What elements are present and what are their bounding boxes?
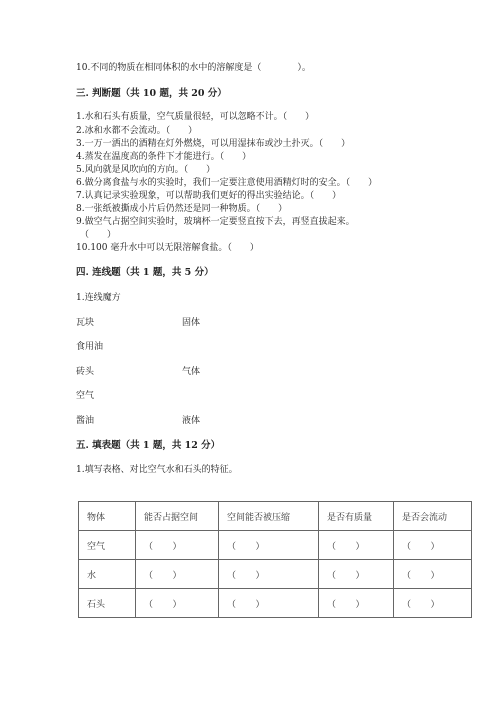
row-label: 石头 bbox=[79, 589, 136, 618]
table-row bbox=[79, 589, 472, 618]
judge-item-1: 1.水和石头有质量，空气质量很轻，可以忽略不计。（ ） bbox=[76, 112, 315, 122]
judge-item-9: 9.做空气占据空间实验时，玻璃杯一定要竖直按下去，再竖直拔起来。 bbox=[76, 217, 355, 227]
section-3-title: 三. 判断题（共 10 题，共 20 分） bbox=[76, 88, 227, 99]
header-cell: 是否有质量 bbox=[319, 502, 394, 531]
match-left-4: 空气 bbox=[76, 391, 95, 401]
answer-cell[interactable]: （ ） bbox=[319, 589, 394, 618]
judge-item-8: 8.一张纸被撕成小片后仍然还是同一种物质。（ ） bbox=[76, 204, 288, 214]
answer-cell[interactable]: （ ） bbox=[394, 589, 472, 618]
answer-cell[interactable]: （ ） bbox=[394, 531, 472, 560]
judge-item-6: 6.做分离食盐与水的实验时，我们一定要注意使用酒精灯时的安全。（ ） bbox=[76, 178, 378, 188]
table-header-row bbox=[79, 502, 472, 531]
table-row bbox=[79, 531, 472, 560]
match-left-1: 瓦块 bbox=[76, 318, 95, 328]
answer-cell[interactable]: （ ） bbox=[394, 560, 472, 589]
answer-cell[interactable]: （ ） bbox=[136, 531, 219, 560]
table-question: 1.填写表格、对比空气水和石头的特征。 bbox=[76, 465, 238, 475]
judge-item-3: 3.一万一洒出的酒精在灯外燃烧，可以用湿抹布或沙土扑灭。（ ） bbox=[76, 139, 351, 149]
row-label: 水 bbox=[79, 560, 136, 589]
header-cell: 空间能否被压缩 bbox=[219, 502, 319, 531]
judge-item-5: 5.风向就是风吹向的方向。（ ） bbox=[76, 165, 216, 175]
answer-cell[interactable]: （ ） bbox=[136, 560, 219, 589]
row-label: 空气 bbox=[79, 531, 136, 560]
header-cell: 物体 bbox=[79, 502, 136, 531]
match-right-2: 气体 bbox=[182, 367, 201, 377]
judge-item-2: 2.冰和水都不会流动。（ ） bbox=[76, 126, 198, 136]
answer-cell[interactable]: （ ） bbox=[219, 589, 319, 618]
match-right-1: 固体 bbox=[182, 318, 201, 328]
answer-cell[interactable]: （ ） bbox=[136, 589, 219, 618]
match-right-3: 液体 bbox=[182, 416, 201, 426]
header-cell: 能否占据空间 bbox=[136, 502, 219, 531]
question-10-previous: 10.不同的物质在相同体积的水中的溶解度是（ ）。 bbox=[76, 63, 311, 73]
judge-item-4: 4.蒸发在温度高的条件下才能进行。（ ） bbox=[76, 152, 252, 162]
answer-cell[interactable]: （ ） bbox=[319, 531, 394, 560]
match-left-2: 食用油 bbox=[76, 342, 104, 352]
matching-question: 1.连线魔方 bbox=[76, 293, 121, 303]
section-4-title: 四. 连线题（共 1 题，共 5 分） bbox=[76, 267, 214, 278]
judge-item-9-answer: （ ） bbox=[80, 230, 117, 240]
header-cell: 是否会流动 bbox=[394, 502, 472, 531]
comparison-table bbox=[78, 501, 472, 618]
answer-cell[interactable]: （ ） bbox=[219, 531, 319, 560]
answer-cell[interactable]: （ ） bbox=[219, 560, 319, 589]
match-left-3: 砖头 bbox=[76, 367, 95, 377]
match-left-5: 酱油 bbox=[76, 416, 95, 426]
judge-item-10: 10.100 毫升水中可以无限溶解食盐。（ ） bbox=[76, 243, 259, 253]
table-row bbox=[79, 560, 472, 589]
section-5-title: 五. 填表题（共 1 题，共 12 分） bbox=[76, 440, 221, 451]
judge-item-7: 7.认真记录实验现象，可以帮助我们更好的得出实验结论。（ ） bbox=[76, 191, 342, 201]
answer-cell[interactable]: （ ） bbox=[319, 560, 394, 589]
